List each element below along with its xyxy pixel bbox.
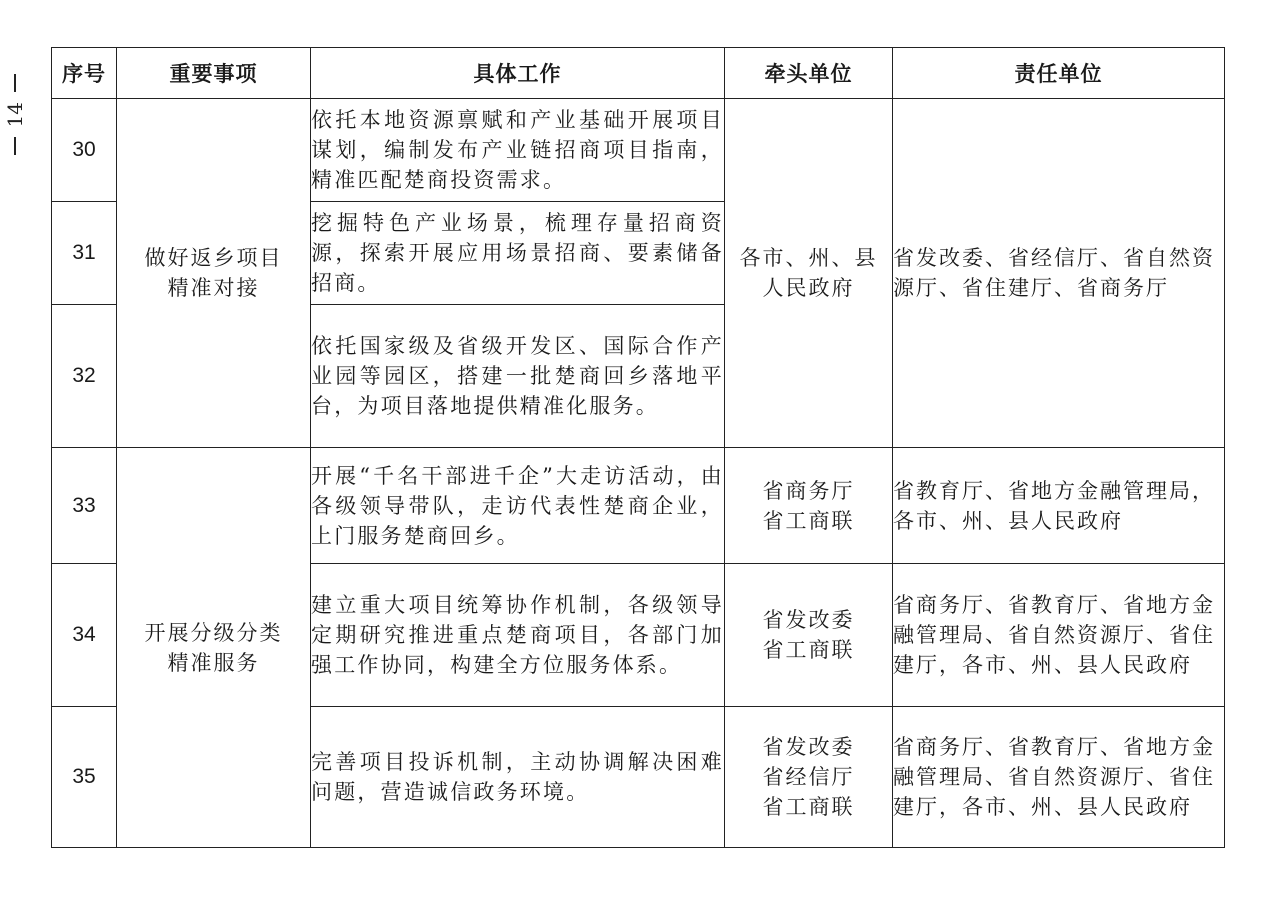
item-cell-group-1 — [117, 99, 311, 448]
resp-cell: 省商务厅、省教育厅、省地方金融管理局、省自然资源厅、省住建厅，各市、州、县人民政府 — [893, 564, 1225, 707]
work-cell: 依托本地资源禀赋和产业基础开展项目谋划，编制发布产业链招商项目指南，精准匹配楚商投资需求。 — [311, 99, 725, 202]
work-cell: 依托国家级及省级开发区、国际合作产业园等园区，搭建一批楚商回乡落地平台，为项目落地提供精准化服务。 — [311, 305, 725, 448]
item-line: 精准服务 — [167, 650, 260, 675]
lead-cell — [725, 707, 893, 848]
task-table — [51, 47, 1225, 848]
header-seq: 序号 — [52, 48, 117, 99]
row-seq: 33 — [52, 448, 117, 564]
header-item: 重要事项 — [117, 48, 311, 99]
row-seq: 34 — [52, 564, 117, 707]
lead-cell — [725, 564, 893, 707]
page-number — [2, 70, 28, 200]
row-seq: 31 — [52, 202, 117, 305]
work-cell: 完善项目投诉机制，主动协调解决困难问题，营造诚信政务环境。 — [311, 707, 725, 848]
table-row — [52, 99, 1225, 202]
work-cell: 挖掘特色产业场景，梳理存量招商资源，探索开展应用场景招商、要素储备招商。 — [311, 202, 725, 305]
header-work: 具体工作 — [311, 48, 725, 99]
page-number-dash-bottom — [14, 137, 16, 155]
lead-cell — [725, 448, 893, 564]
lead-line: 各市、州、县 — [739, 246, 878, 270]
item-line: 开展分级分类 — [144, 620, 283, 645]
resp-cell: 省商务厅、省教育厅、省地方金融管理局、省自然资源厅、省住建厅，各市、州、县人民政府 — [893, 707, 1225, 848]
row-seq: 35 — [52, 707, 117, 848]
row-seq: 30 — [52, 99, 117, 202]
page-number-dash-top — [14, 74, 16, 92]
item-cell-group-2 — [117, 448, 311, 848]
page-number-value: 14 — [3, 102, 27, 128]
row-seq: 32 — [52, 305, 117, 448]
header-resp: 责任单位 — [893, 48, 1225, 99]
lead-line: 省工商联 — [762, 795, 855, 819]
header-lead: 牵头单位 — [725, 48, 893, 99]
resp-cell-group-1: 省发改委、省经信厅、省自然资源厅、省住建厅、省商务厅 — [893, 99, 1225, 448]
lead-line: 省商务厅 — [762, 478, 855, 503]
lead-line: 省经信厅 — [762, 765, 855, 789]
resp-cell: 省教育厅、省地方金融管理局，各市、州、县人民政府 — [893, 448, 1225, 564]
table-row — [52, 448, 1225, 564]
work-cell: 开展“千名干部进千企”大走访活动，由各级领导带队，走访代表性楚商企业，上门服务楚商回乡。 — [311, 448, 725, 564]
work-cell: 建立重大项目统筹协作机制，各级领导定期研究推进重点楚商项目，各部门加强工作协同，构建全方位服务体系。 — [311, 564, 725, 707]
lead-line: 省发改委 — [762, 735, 855, 759]
item-line: 精准对接 — [167, 276, 260, 300]
lead-line: 人民政府 — [762, 276, 855, 300]
item-line: 做好返乡项目 — [144, 246, 283, 270]
lead-line: 省工商联 — [762, 638, 855, 662]
table-header-row — [52, 48, 1225, 99]
lead-line: 省工商联 — [762, 508, 855, 533]
lead-line: 省发改委 — [762, 608, 855, 632]
lead-cell-group-1 — [725, 99, 893, 448]
